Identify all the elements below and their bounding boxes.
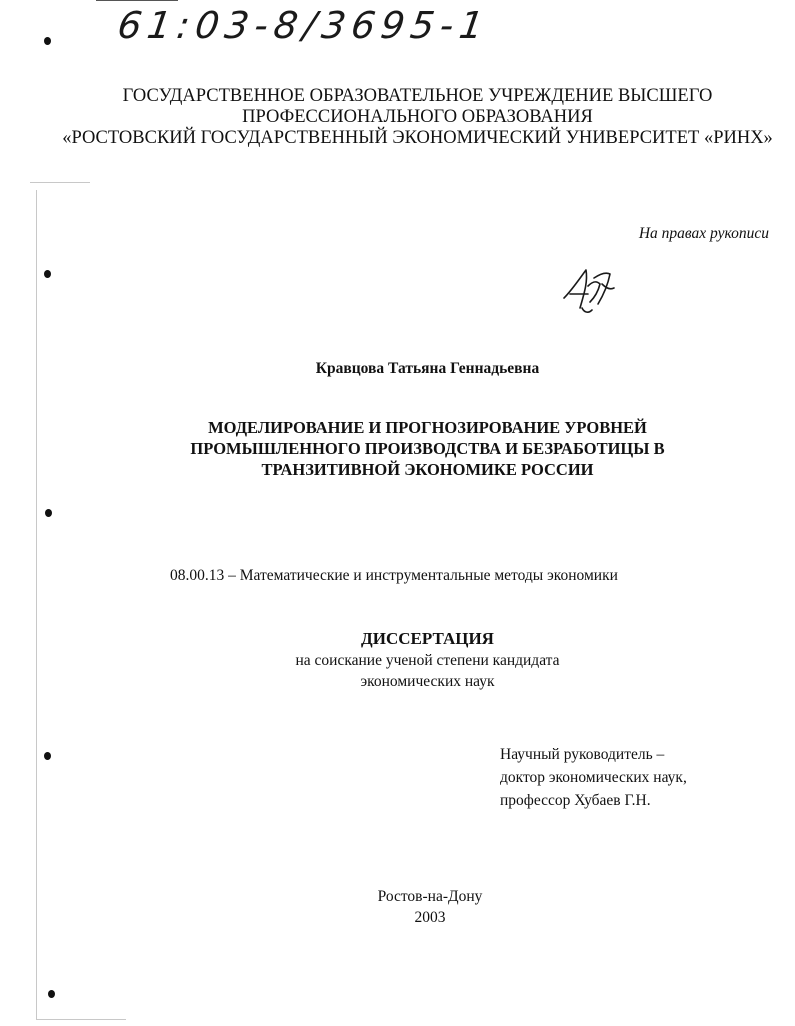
archive-code: 61:03-8/3695-1	[114, 4, 493, 47]
binding-hole-dot	[48, 990, 55, 998]
year: 2003	[414, 909, 446, 926]
binding-hole-dot	[44, 270, 51, 278]
scan-edge-line	[36, 1019, 126, 1020]
title-line: ТРАНЗИТИВНОЙ ЭКОНОМИКЕ РОССИИ	[261, 460, 594, 479]
scan-edge-line	[30, 182, 90, 183]
institution-line: ГОСУДАРСТВЕННОЕ ОБРАЗОВАТЕЛЬНОЕ УЧРЕЖДЕНИЕ ВЫСШЕГО	[122, 86, 713, 106]
degree-line: на соискание ученой степени кандидата	[295, 652, 560, 669]
dissertation-heading: ДИССЕРТАЦИЯ	[361, 629, 494, 648]
supervisor-line: Научный руководитель –	[500, 746, 665, 763]
institution-line: ПРОФЕССИОНАЛЬНОГО ОБРАЗОВАНИЯ	[242, 107, 593, 127]
supervisor-line: доктор экономических наук,	[500, 769, 687, 786]
city-year-block	[0, 886, 795, 928]
archive-code-mark	[96, 0, 178, 1]
binding-hole-dot	[44, 752, 51, 760]
author-name: Кравцова Татьяна Геннадьевна	[315, 360, 540, 377]
binding-hole-dot	[45, 509, 52, 517]
dissertation-type-block	[0, 628, 795, 692]
specialty-code: 08.00.13 – Математические и инструментальные методы экономики	[170, 567, 618, 584]
binding-hole-dot	[44, 37, 51, 45]
manuscript-rights-note: На правах рукописи	[638, 225, 769, 242]
institution-header	[40, 86, 795, 149]
signature-icon	[558, 264, 618, 316]
supervisor-block	[500, 743, 687, 812]
degree-line: экономических наук	[360, 673, 495, 690]
institution-line: «РОСТОВСКИЙ ГОСУДАРСТВЕННЫЙ ЭКОНОМИЧЕСКИЙ УНИВЕРСИТЕТ «РИНХ»	[62, 128, 773, 148]
city: Ростов-на-Дону	[377, 888, 483, 905]
title-line: МОДЕЛИРОВАНИЕ И ПРОГНОЗИРОВАНИЕ УРОВНЕЙ	[208, 418, 647, 437]
title-line: ПРОМЫШЛЕННОГО ПРОИЗВОДСТВА И БЕЗРАБОТИЦЫ В	[190, 439, 665, 458]
dissertation-title	[0, 417, 795, 480]
supervisor-line: профессор Хубаев Г.Н.	[500, 792, 651, 809]
